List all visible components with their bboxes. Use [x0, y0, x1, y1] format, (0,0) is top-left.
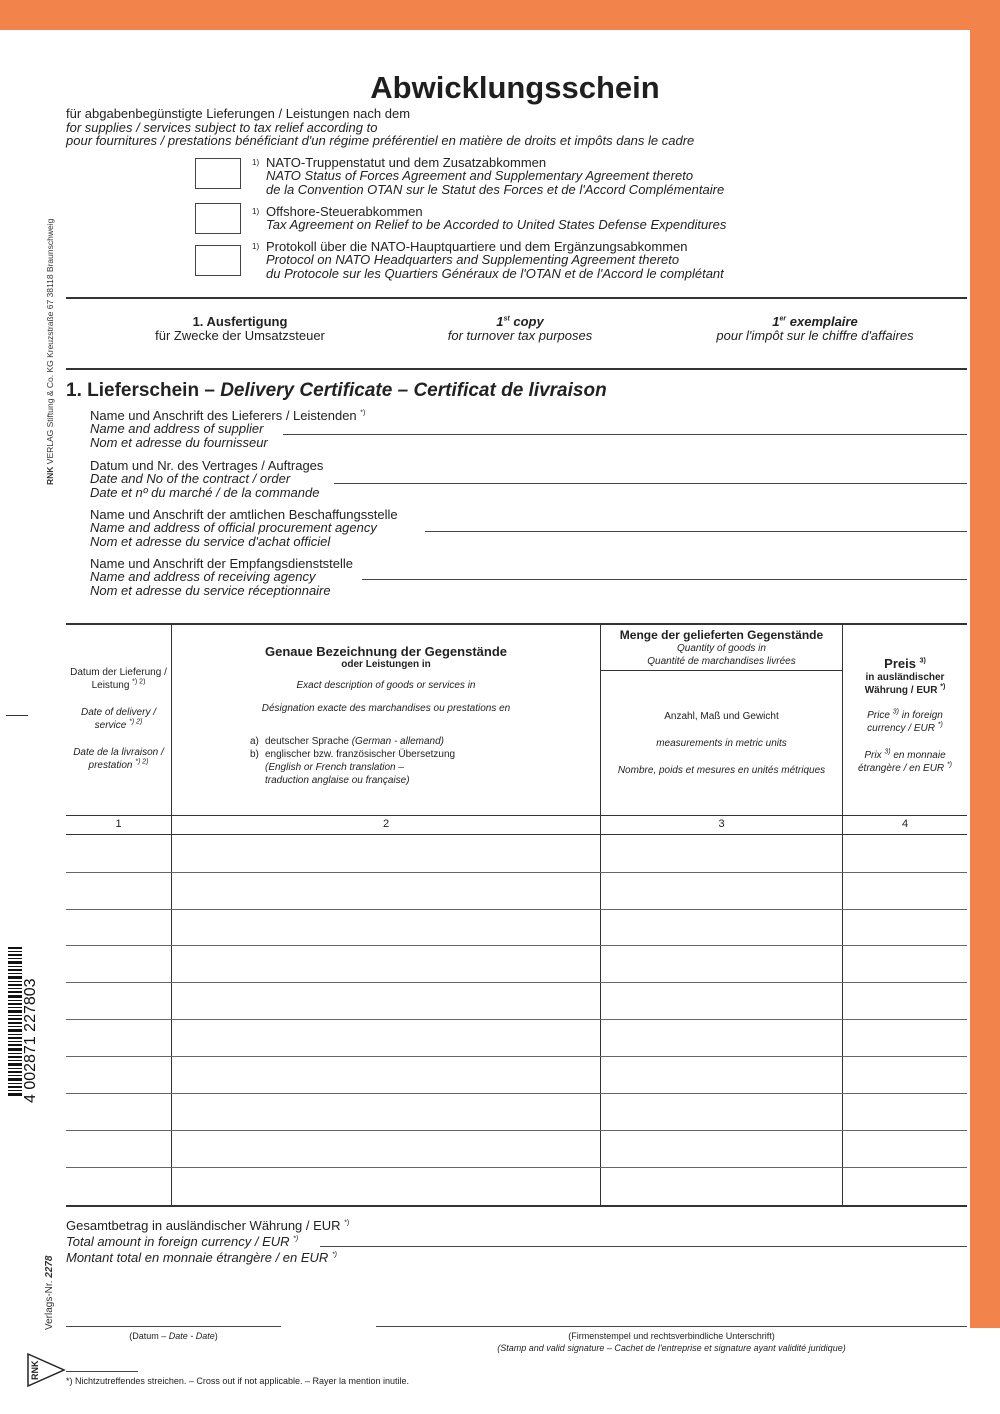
col-number-2: 2	[382, 818, 390, 830]
field-de: Name und Anschrift der Empfangsdienststelle	[90, 556, 354, 571]
option-en: Tax Agreement on Relief to be Accorded to United States Defense Expenditures	[266, 217, 727, 233]
date-label-it: Date - Date	[168, 1331, 215, 1341]
copy-en-sup: st	[503, 315, 510, 323]
table-header-bottom	[66, 815, 967, 816]
form-title: Abwicklungsschein	[370, 70, 660, 105]
signature-label	[376, 1330, 967, 1354]
total-note: *)	[331, 1251, 338, 1259]
col1-fr-note: *) 2)	[135, 758, 149, 766]
col1-en: Date of delivery / service	[80, 707, 157, 731]
verlags-nr-label: Verlags-Nr.	[44, 1277, 55, 1330]
field-fr: Nom et adresse du service d'achat officiel	[90, 533, 331, 549]
procurement-input-line[interactable]	[425, 531, 967, 532]
col4-fr-note: *)	[946, 761, 952, 769]
col4-fr1-note: 3)	[884, 748, 891, 756]
intro-de: für abgabenbegünstigte Lieferungen / Leistungen nach dem	[66, 106, 411, 121]
total-note: *)	[344, 1219, 350, 1227]
copy-fr-sub: pour l'impôt sur le chiffre d'affaires	[716, 328, 914, 343]
col2-b-it2: traduction anglaise ou française)	[265, 775, 410, 786]
col4-fr1b: en monnaie	[890, 750, 946, 761]
rnk-logo	[26, 1352, 66, 1388]
col2-title: Genaue Bezeichnung der Gegenstände	[265, 644, 507, 659]
col3-fr: Quantité de marchandises livrées	[647, 656, 796, 667]
date-label-end: )	[214, 1331, 218, 1341]
publisher-address	[45, 219, 55, 485]
orange-top-border	[0, 0, 1000, 30]
field-contract	[90, 459, 323, 499]
field-en: Name and address of official procurement agency	[90, 520, 377, 536]
table-row[interactable]	[66, 945, 967, 946]
copy-en-num: 1	[496, 314, 504, 329]
col3-fr2: Nombre, poids et mesures en unités métriques	[617, 765, 826, 776]
col2-fr: Désignation exacte des marchandises ou prestations en	[261, 703, 511, 714]
verlags-nr	[44, 1256, 55, 1331]
copy-en-sub: for turnover tax purposes	[447, 328, 593, 343]
copy-fr-word: exemplaire	[786, 314, 858, 329]
date-label-de: (Datum –	[129, 1331, 169, 1341]
table-row[interactable]	[66, 1019, 967, 1020]
section-title-prefix: 1. Lieferschein –	[66, 380, 221, 401]
total-de: Gesamtbetrag in ausländischer Währung / EUR	[66, 1218, 341, 1233]
col4-en1: Price	[867, 710, 890, 721]
col4-en1b: in foreign	[898, 710, 943, 721]
option-en: NATO Status of Forces Agreement and Supplementary Agreement thereto	[266, 168, 694, 184]
copy-label-en	[390, 315, 650, 343]
table-row[interactable]	[66, 909, 967, 910]
signature-label-it: (Stamp and valid signature – Cachet de l'entreprise et signature ayant validité juridique)	[497, 1343, 846, 1353]
copy-de-sub: für Zwecke der Umsatzsteuer	[155, 328, 325, 343]
option-offshore	[252, 205, 726, 232]
field-en: Name and address of receiving agency	[90, 569, 316, 585]
col2-subtitle: oder Leistungen in	[341, 659, 431, 670]
col4-en-note: *)	[937, 721, 943, 729]
checkbox-nato-status[interactable]	[195, 158, 241, 189]
col3-de2: Anzahl, Maß und Gewicht	[664, 711, 779, 722]
date-input-line[interactable]	[66, 1326, 281, 1327]
checkbox-offshore[interactable]	[195, 203, 241, 234]
field-de: Name und Anschrift des Lieferers / Leistenden	[90, 408, 357, 423]
footnote-rule	[66, 1371, 138, 1372]
table-number-row-bottom	[66, 834, 967, 835]
col2-b-de: englischer bzw. französischer Übersetzung	[265, 749, 456, 760]
col1-header	[66, 666, 171, 772]
signature-input-line[interactable]	[376, 1326, 967, 1327]
copy-label-de	[110, 315, 370, 343]
section-title	[66, 380, 607, 402]
option-en: Protocol on NATO Headquarters and Supplementing Agreement thereto	[266, 252, 680, 268]
signature-label-de: (Firmenstempel und rechtsverbindliche Unterschrift)	[568, 1331, 775, 1341]
col2-header	[172, 644, 600, 715]
copy-fr-num: 1	[772, 314, 780, 329]
field-de: Datum und Nr. des Vertrages / Auftrages	[90, 458, 324, 473]
total-note: *)	[293, 1235, 299, 1243]
supplier-input-line[interactable]	[283, 434, 967, 435]
col4-en1-note: 3)	[892, 708, 899, 716]
field-fr: Nom et adresse du service réceptionnaire	[90, 582, 331, 598]
total-amount-input-line[interactable]	[320, 1246, 967, 1247]
table-bottom-border	[66, 1205, 967, 1207]
publisher-brand: RNK	[45, 466, 55, 485]
total-fr: Montant total en monnaie étrangère / en EUR	[66, 1250, 329, 1265]
col4-en2: currency / EUR	[867, 723, 935, 734]
verlags-nr-value: 2278	[44, 1255, 55, 1278]
col3-en2: measurements in metric units	[656, 738, 787, 749]
date-label	[66, 1331, 281, 1341]
checkbox-protocol[interactable]	[195, 245, 241, 276]
divider	[66, 368, 967, 370]
option-de: Offshore-Steuerabkommen	[266, 204, 423, 219]
intro-text	[66, 107, 694, 148]
col2-a-label: a)	[250, 736, 259, 747]
copy-fr-sup: er	[779, 315, 787, 323]
col2-languages	[250, 735, 590, 787]
option-nato-status	[252, 156, 724, 196]
col-number-4: 4	[901, 818, 909, 830]
field-note: *)	[360, 409, 366, 417]
copy-de-title: 1. Ausfertigung	[192, 314, 288, 329]
col1-fr: Date de la livraison / prestation	[73, 747, 164, 771]
col4-title: Preis	[884, 656, 916, 671]
table-row[interactable]	[66, 1056, 967, 1057]
option-fr: de la Convention OTAN sur le Statut des Forces et de l'Accord Complémentaire	[266, 181, 725, 197]
barcode-number: 4 002871 227803	[22, 978, 39, 1103]
copy-en-word: copy	[509, 314, 544, 329]
table-top-border	[66, 623, 967, 625]
total-amount-label	[66, 1218, 349, 1266]
col2-b-label: b)	[250, 749, 259, 760]
option-de: Protokoll über die NATO-Hauptquartiere und dem Ergänzungsabkommen	[266, 239, 688, 254]
table-row[interactable]	[66, 1167, 967, 1168]
col2-b-it1: (English or French translation –	[265, 762, 404, 773]
col3-header	[601, 628, 842, 668]
col-number-1: 1	[115, 818, 122, 830]
field-procurement	[90, 508, 398, 548]
rnk-logo-text: RNK	[30, 1360, 40, 1380]
col4-de: in ausländischer Währung / EUR	[864, 672, 945, 696]
field-supplier	[90, 409, 365, 449]
col1-en-note: *) 2)	[129, 718, 143, 726]
table-row[interactable]	[66, 1093, 967, 1094]
option-de: NATO-Truppenstatut und dem Zusatzabkommen	[266, 155, 547, 170]
col1-de: Datum der Lieferung / Leistung	[70, 667, 167, 691]
intro-en: for supplies / services subject to tax relief according to	[66, 119, 378, 135]
col3-subheader	[601, 710, 842, 777]
col-number-3: 3	[718, 818, 725, 830]
copy-label-fr	[680, 315, 950, 343]
field-en: Name and address of supplier	[90, 421, 264, 437]
section-title-italic: Delivery Certificate – Certificat de livraison	[220, 380, 607, 401]
option-protocol	[252, 240, 724, 280]
footnote-marker: 1)	[252, 242, 260, 251]
col2-a-de: deutscher Sprache	[265, 736, 352, 747]
orange-right-border	[970, 30, 1000, 1328]
field-de: Name und Anschrift der amtlichen Beschaffungsstelle	[90, 507, 398, 522]
col4-de-note: *)	[940, 683, 946, 691]
table-row[interactable]	[66, 872, 967, 873]
publisher-rest: VERLAG Stiftung & Co. KG Kreuzstraße 67 38118 Braunschweig	[45, 218, 55, 467]
table-sub-divider	[600, 670, 842, 671]
table-row[interactable]	[66, 1130, 967, 1131]
col2-a-it: (German - allemand)	[351, 736, 444, 747]
receiving-input-line[interactable]	[362, 579, 967, 580]
field-receiving	[90, 557, 353, 597]
col4-fr1: Prix	[864, 750, 882, 761]
table-row[interactable]	[66, 982, 967, 983]
option-fr: du Protocole sur les Quartiers Généraux de l'OTAN et de l'Accord le complétant	[266, 265, 724, 281]
footnote: *) Nichtzutreffendes streichen. – Cross out if not applicable. – Rayer la mention inutile.	[66, 1376, 410, 1386]
footnote-marker: 1)	[252, 207, 260, 216]
field-fr: Date et nº du marché / de la commande	[90, 484, 320, 500]
footnote-marker: 1)	[252, 158, 260, 167]
divider	[66, 297, 967, 299]
col3-en: Quantity of goods in	[677, 643, 766, 654]
total-en: Total amount in foreign currency / EUR	[66, 1234, 290, 1249]
field-en: Date and No of the contract / order	[90, 471, 291, 487]
col2-en: Exact description of goods or services in	[296, 680, 476, 691]
field-fr: Nom et adresse du fournisseur	[90, 434, 268, 450]
col4-title-note: 3)	[919, 657, 926, 665]
intro-fr: pour fournitures / prestations bénéficiant d'un régime préférentiel en matière de droits et impôts dans le cadre	[66, 133, 695, 148]
contract-input-line[interactable]	[334, 483, 967, 484]
col3-title: Menge der gelieferten Gegenstände	[619, 628, 824, 642]
col1-de-note: *) 2)	[132, 678, 146, 686]
fold-mark	[6, 715, 28, 716]
col4-header	[843, 656, 967, 775]
col4-fr2: étrangère / en EUR	[857, 763, 945, 774]
